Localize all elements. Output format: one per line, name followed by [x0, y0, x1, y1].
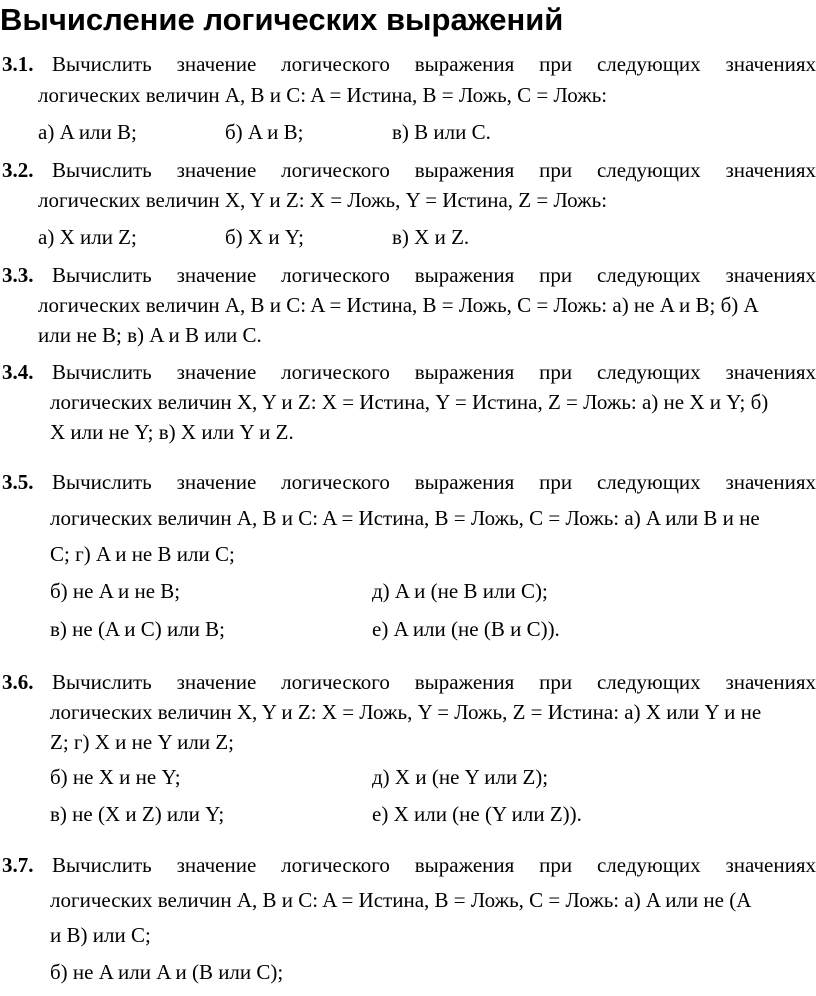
problem-3-6-option-v: в) не (X и Z) или Y;: [50, 802, 225, 826]
problem-3-7-line-3: и B) или C;: [50, 923, 151, 947]
problem-3-1-number: 3.1.: [2, 52, 34, 76]
problem-3-6-line-2: логических величин X, Y и Z: X = Ложь, Y = Ложь, Z = Истина: а) X или Y и не: [50, 700, 762, 724]
problem-3-6-line-3: Z; г) X и не Y или Z;: [50, 730, 234, 754]
problem-3-7-number: 3.7.: [2, 853, 34, 877]
problem-3-4-line-3: X или не Y; в) X или Y и Z.: [50, 420, 294, 444]
problem-3-5-option-e: е) A или (не (B и C)).: [372, 617, 560, 641]
problem-3-2-line-2: логических величин X, Y и Z: X = Ложь, Y = Истина, Z = Ложь:: [38, 188, 608, 212]
problem-3-2-option-c: в) X и Z.: [392, 225, 470, 249]
problem-3-6-number: 3.6.: [2, 670, 34, 694]
problem-3-6-option-e: е) X или (не (Y или Z)).: [372, 802, 582, 826]
problem-3-7-line-2: логических величин A, B и C: A = Истина, B = Ложь, C = Ложь: а) A или не (A: [50, 888, 752, 912]
problem-3-1-option-a: а) A или B;: [38, 120, 137, 144]
problem-3-6-line-1: Вычислить значение логического выражения при следующих значениях: [52, 670, 816, 694]
page-title: Вычисление логических выражений: [0, 2, 564, 37]
problem-3-3-line-3: или не B; в) A и B или C.: [38, 323, 262, 347]
problem-3-3-line-1: Вычислить значение логического выражения при следующих значениях: [52, 263, 816, 287]
problem-3-5-option-b: б) не A и не B;: [50, 579, 181, 603]
problem-3-4-line-2: логических величин X, Y и Z: X = Истина, Y = Истина, Z = Ложь: а) не X и Y; б): [50, 390, 769, 414]
problem-3-5-option-d: д) A и (не B или C);: [372, 579, 548, 603]
problem-3-2-option-a: а) X или Z;: [38, 225, 137, 249]
problem-3-7-line-1: Вычислить значение логического выражения при следующих значениях: [52, 853, 816, 877]
problem-3-6-option-d: д) X и (не Y или Z);: [372, 765, 549, 789]
problem-3-6-option-b: б) не X и не Y;: [50, 765, 181, 789]
problem-3-5-line-2: логических величин A, B и C: A = Истина, B = Ложь, C = Ложь: а) A или B и не: [50, 506, 760, 530]
problem-3-2-line-1: Вычислить значение логического выражения при следующих значениях: [52, 158, 816, 182]
problem-3-1-option-c: в) B или C.: [392, 120, 491, 144]
problem-3-4-line-1: Вычислить значение логического выражения при следующих значениях: [52, 360, 816, 384]
problem-3-1-line-2: логических величин A, B и C: A = Истина, B = Ложь, C = Ложь:: [38, 83, 608, 107]
problem-3-1-option-b: б) A и B;: [225, 120, 304, 144]
problem-3-3-number: 3.3.: [2, 263, 34, 287]
problem-3-3-line-2: логических величин A, B и C: A = Истина, B = Ложь, C = Ложь: а) не A и B; б) A: [38, 293, 759, 317]
problem-3-4-number: 3.4.: [2, 360, 34, 384]
problem-3-5-option-v: в) не (A и C) или B;: [50, 617, 226, 641]
problem-3-2-number: 3.2.: [2, 158, 34, 182]
problem-3-2-option-b: б) X и Y;: [225, 225, 304, 249]
problem-3-1-line-1: Вычислить значение логического выражения при следующих значениях: [52, 52, 816, 76]
problem-3-5-line-1: Вычислить значение логического выражения при следующих значениях: [52, 470, 816, 494]
problem-3-5-number: 3.5.: [2, 470, 34, 494]
problem-3-5-line-3: C; г) A и не B или C;: [50, 542, 235, 566]
problem-3-7-option-b: б) не A или A и (B или C);: [50, 960, 284, 984]
